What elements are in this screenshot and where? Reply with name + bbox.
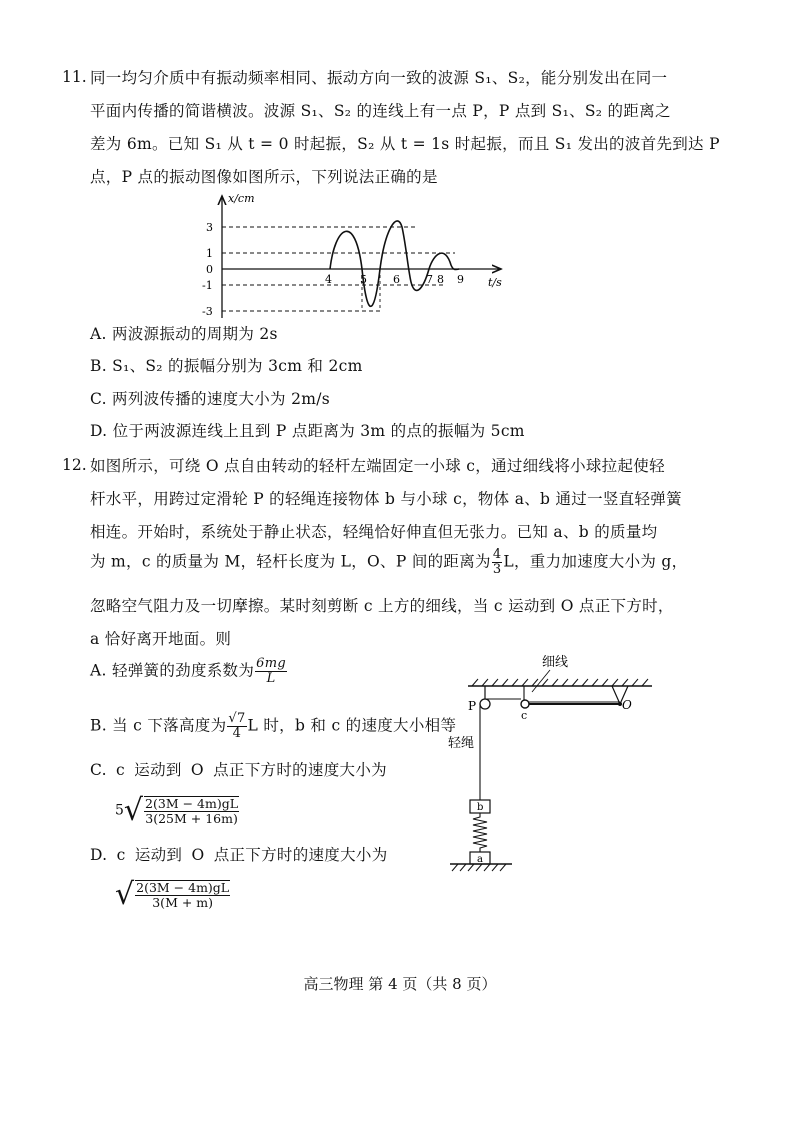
label-a: a <box>477 854 483 865</box>
graph-xtick: 4 <box>325 273 332 286</box>
pulley <box>480 699 490 709</box>
ball-c <box>521 700 529 708</box>
label-O: O <box>622 698 632 712</box>
q12-text-line-1: 如图所示，可绕 O 点自由转动的轻杆左端固定一小球 c，通过细线将小球拉起使轻 <box>90 457 665 475</box>
vibration-graph <box>202 190 525 330</box>
q12-text-line-2: 杆水平，用跨过定滑轮 P 的轻绳连接物体 b 与小球 c，物体 a、b 通过一竖直轻弹簧 <box>90 490 682 508</box>
q11-option-d[interactable]: D. 位于两波源连线上且到 P 点距离为 3m 的点的振幅为 5cm <box>90 422 525 440</box>
graph-ytick: 0 <box>206 263 213 276</box>
question-12-number: 12. <box>62 456 87 474</box>
fraction-four-thirds: $\frac{4}{3}$ <box>492 547 502 577</box>
q11-option-c[interactable]: C. 两列波传播的速度大小为 2m/s <box>90 390 331 408</box>
page-footer: 高三物理 第 4 页（共 8 页） <box>303 975 497 993</box>
q12-text-line-5: 忽略空气阻力及一切摩擦。某时刻剪断 c 上方的细线，当 c 运动到 O 点正下方时， <box>90 597 674 615</box>
q11-text-line-1: 同一均匀介质中有振动频率相同、振动方向一致的波源 S₁、S₂，能分别发出在同一 <box>90 69 668 87</box>
spring <box>473 813 487 852</box>
q12-option-d[interactable]: D. c 运动到 O 点正下方时的速度大小为 <box>90 846 388 864</box>
label-P: P <box>468 699 477 713</box>
graph-ytick: -1 <box>202 279 213 292</box>
q12-text-line-3: 相连。开始时，系统处于静止状态，轻绳恰好伸直但无张力。已知 a、b 的质量均 <box>90 523 658 541</box>
q12-option-c-formula: 5√ $\frac{2(3M - 4m)gL}{3(25M + 16m)}$ <box>115 793 239 828</box>
label-thread: 细线 <box>542 655 569 670</box>
graph-xtick: 9 <box>457 273 464 286</box>
question-11-number: 11. <box>62 68 87 86</box>
graph-xtick: 5 <box>360 273 367 286</box>
q11-option-a[interactable]: A. 两波源振动的周期为 2s <box>90 325 278 343</box>
graph-xtick: 7 <box>426 273 433 286</box>
q12-option-d-formula: √ $\frac{2(3M - 4m)gL}{3(M + m)}$ <box>115 877 230 912</box>
q11-text-line-4: 点，P 点的振动图像如图所示，下列说法正确的是 <box>90 168 438 186</box>
graph-ytick: 3 <box>206 221 213 234</box>
label-rope: 轻绳 <box>448 736 475 751</box>
q11-option-b[interactable]: B. S₁、S₂ 的振幅分别为 3cm 和 2cm <box>90 357 363 375</box>
q12-option-b[interactable]: B. 当 c 下落高度为 $\frac{√7}{4}$ L 时，b 和 c 的速度大小相等 <box>90 711 457 741</box>
label-b: b <box>477 802 484 813</box>
graph-xtick: 6 <box>393 273 400 286</box>
q12-text-line-6: a 恰好离开地面。则 <box>90 630 232 648</box>
q12-option-c[interactable]: C. c 运动到 O 点正下方时的速度大小为 <box>90 761 387 779</box>
graph-x-label: t/s <box>488 276 502 289</box>
graph-y-label: x/cm <box>228 192 255 205</box>
graph-ytick: 1 <box>206 247 213 260</box>
q12-line4-part2: L，重力加速度大小为 g， <box>503 552 688 571</box>
pulley-spring-figure <box>440 652 660 882</box>
q12-option-a[interactable]: A. 轻弹簧的劲度系数为 $\frac{6mg}{L}$ <box>90 656 286 686</box>
q12-text-line-4 <box>90 548 687 577</box>
graph-ytick: -3 <box>202 305 213 318</box>
graph-waveform <box>330 221 459 306</box>
q12-line4-part1: 为 m，c 的质量为 M，轻杆长度为 L，O、P 间的距离为 <box>90 552 491 571</box>
label-c: c <box>521 709 528 722</box>
q11-text-line-2: 平面内传播的简谐横波。波源 S₁、S₂ 的连线上有一点 P，P 点到 S₁、S₂ 的距离之 <box>90 102 671 120</box>
graph-xtick: 8 <box>437 273 444 286</box>
q11-text-line-3: 差为 6m。已知 S₁ 从 t = 0 时起振，S₂ 从 t = 1s 时起振，而且 S₁ 发出的波首先到达 P <box>90 135 720 153</box>
